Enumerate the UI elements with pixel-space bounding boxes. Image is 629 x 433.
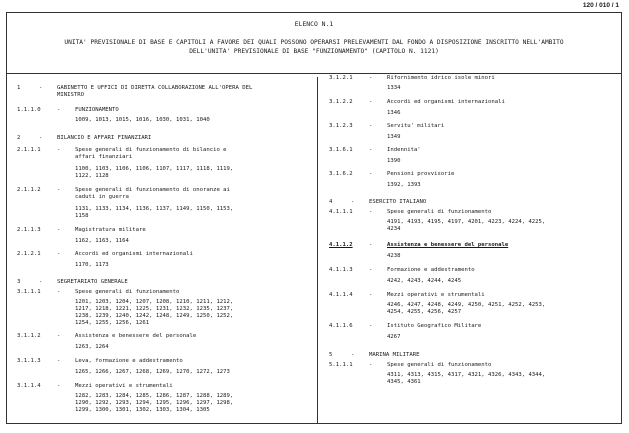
entry-title: Magistratura militare [75,227,146,233]
entry-code: 2.1.1.2 [17,187,41,193]
dash: - [57,187,61,193]
section-title: SEGRETARIATO GENERALE [57,279,128,285]
chapter-codes: 4311, 4313, 4315, 4317, 4321, 4326, 4343, 4344, [387,372,546,378]
chapter-codes: 1170, 1173 [75,262,109,268]
chapter-codes: 1131, 1133, 1134, 1136, 1137, 1149, 1150, 1153, [75,206,234,212]
dash: - [351,199,355,205]
entry-title: Mezzi operativi e strumentali [75,383,173,389]
chapter-codes: 1263, 1264 [75,344,109,350]
chapter-codes: 1346 [387,110,401,116]
entry-code: 3.1.6.1 [329,147,353,153]
entry-code: 4.1.1.3 [329,267,353,273]
entry-title: Spese generali di funzionamento [387,362,492,368]
entry-title: Istituto Geografico Militare [387,323,482,329]
dash: - [57,147,61,153]
document-frame [6,12,622,424]
chapter-codes: 1390 [387,158,401,164]
chapter-codes: 4191, 4193, 4195, 4197, 4201, 4223, 4224, 4225, [387,219,546,225]
entry-code: 3.1.2.2 [329,99,353,105]
section-title: MARINA MILITARE [369,352,420,358]
dash: - [369,267,373,273]
dash: - [57,251,61,257]
entry-code: 2.1.2.1 [17,251,41,257]
chapter-codes: 4345, 4361 [387,379,421,385]
dash: - [57,383,61,389]
entry-code: 3.1.1.4 [17,383,41,389]
chapter-codes: 1100, 1103, 1106, 1106, 1107, 1117, 1118, 1119, [75,166,234,172]
chapter-codes: 1009, 1013, 1015, 1016, 1030, 1031, 1040 [75,117,210,123]
entry-title: Assistenza e benessere del personale [75,333,197,339]
entry-title: Leva, formazione e addestramento [75,358,183,364]
chapter-codes: 1201, 1203, 1204, 1207, 1208, 1210, 1211, 1212, [75,299,234,305]
section-title: BILANCIO E AFFARI FINANZIARI [57,135,152,141]
chapter-codes: 1162, 1163, 1164 [75,238,129,244]
entry-title: Spese generali di funzionamento [387,209,492,215]
dash: - [369,99,373,105]
entry-code: 2.1.1.3 [17,227,41,233]
section-code: 3 [17,279,21,285]
dash: - [351,352,355,358]
chapter-codes: 4242, 4243, 4244, 4245 [387,278,462,284]
dash: - [369,242,373,248]
dash: - [39,279,43,285]
dash: - [369,209,373,215]
entry-title: Pensioni provvisorie [387,171,455,177]
dash: - [57,289,61,295]
entry-code: 4.1.1.1 [329,209,353,215]
entry-title-cont: caduti in guerra [75,194,129,200]
entry-code: 4.1.1.2 [329,242,353,248]
entry-title: Spese generali di funzionamento di onoranze ai [75,187,230,193]
entry-code: 5.1.1.1 [329,362,353,368]
dash: - [57,358,61,364]
dash: - [369,171,373,177]
entry-title: Rifornimento idrico isole minori [387,75,495,81]
entry-title: Mezzi operativi e strumentali [387,292,485,298]
dash: - [57,227,61,233]
chapter-codes: 4267 [387,334,401,340]
left-column [7,77,318,423]
entry-title: Spese generali di funzionamento [75,289,180,295]
page-identifier: 120 / 010 / 1 [582,2,619,9]
dash: - [369,323,373,329]
dash: - [57,333,61,339]
dash: - [369,292,373,298]
dash: - [39,135,43,141]
chapter-codes: 1158 [75,213,89,219]
dash: - [39,85,43,91]
entry-code: 4.1.1.6 [329,323,353,329]
chapter-codes: 1299, 1300, 1301, 1302, 1303, 1304, 1305 [75,407,210,413]
section-title: ESERCITO ITALIANO [369,199,427,205]
entry-code: 3.1.2.1 [329,75,353,81]
chapter-codes: 4238 [387,253,401,259]
entry-code: 4.1.1.4 [329,292,353,298]
chapter-codes: 1334 [387,85,401,91]
section-code: 1 [17,85,21,91]
chapter-codes: 1349 [387,134,401,140]
chapter-codes: 1282, 1283, 1284, 1285, 1286, 1287, 1288, 1289, [75,393,234,399]
entry-title: Indennita' [387,147,421,153]
subtitle-line-2: DELL'UNITA' PREVISIONALE DI BASE "FUNZIONAMENTO" (CAPITOLO N. 1121) [189,47,439,55]
entry-code: 3.1.1.3 [17,358,41,364]
chapter-codes: 1122, 1128 [75,173,109,179]
entry-title: Accordi ed organismi internazionali [75,251,193,257]
chapter-codes: 4246, 4247, 4248, 4249, 4250, 4251, 4252, 4253, [387,302,546,308]
entry-title: Servitu' militari [387,123,445,129]
chapter-codes: 1254, 1255, 1256, 1261 [75,320,150,326]
entry-code: 3.1.1.2 [17,333,41,339]
dash: - [369,147,373,153]
entry-code: 3.1.6.2 [329,171,353,177]
section-code: 4 [329,199,333,205]
dash: - [369,123,373,129]
document-title: ELENCO N.1 [294,20,334,28]
document-header [7,13,621,74]
entry-title: Accordi ed organismi internazionali [387,99,505,105]
chapter-codes: 4234 [387,226,401,232]
entry-title: Spese generali di funzionamento di bilancio e [75,147,227,153]
dash: - [369,75,373,81]
entry-title: Assistenza e benessere del personale [387,242,509,248]
entry-title: FUNZIONAMENTO [75,107,119,113]
chapter-codes: 1217, 1218, 1221, 1225, 1231, 1232, 1235, 1237, [75,306,234,312]
section-code: 2 [17,135,21,141]
entry-code: 2.1.1.1 [17,147,41,153]
entry-code: 3.1.1.1 [17,289,41,295]
chapter-codes: 1265, 1266, 1267, 1268, 1269, 1270, 1272, 1273 [75,369,230,375]
section-code: 5 [329,352,333,358]
document-subtitle [7,39,621,56]
entry-code: 1.1.1.0 [17,107,41,113]
chapter-codes: 4254, 4255, 4256, 4257 [387,309,462,315]
chapter-codes: 1238, 1239, 1240, 1242, 1248, 1249, 1250, 1252, [75,313,234,319]
dash: - [369,362,373,368]
chapter-codes: 1392, 1393 [387,182,421,188]
section-title: GABINETTO E UFFICI DI DIRETTA COLLABORAZIONE ALL'OPERA DEL [57,85,253,91]
subtitle-line-1: UNITA' PREVISIONALE DI BASE E CAPITOLI A FAVORE DEI QUALI POSSONO OPERARSI PRELEVAMENTI DAL FONDO A DISPOSIZIONE INSCRITTO NELL'AMBITO [64,39,564,46]
chapter-codes: 1290, 1292, 1293, 1294, 1295, 1296, 1297, 1298, [75,400,234,406]
dash: - [57,107,61,113]
entry-title: Formazione e addestramento [387,267,475,273]
entry-code: 3.1.2.3 [329,123,353,129]
entry-title-cont: affari finanziari [75,154,133,160]
right-column [319,77,623,423]
section-title-cont: MINISTRO [57,92,84,98]
